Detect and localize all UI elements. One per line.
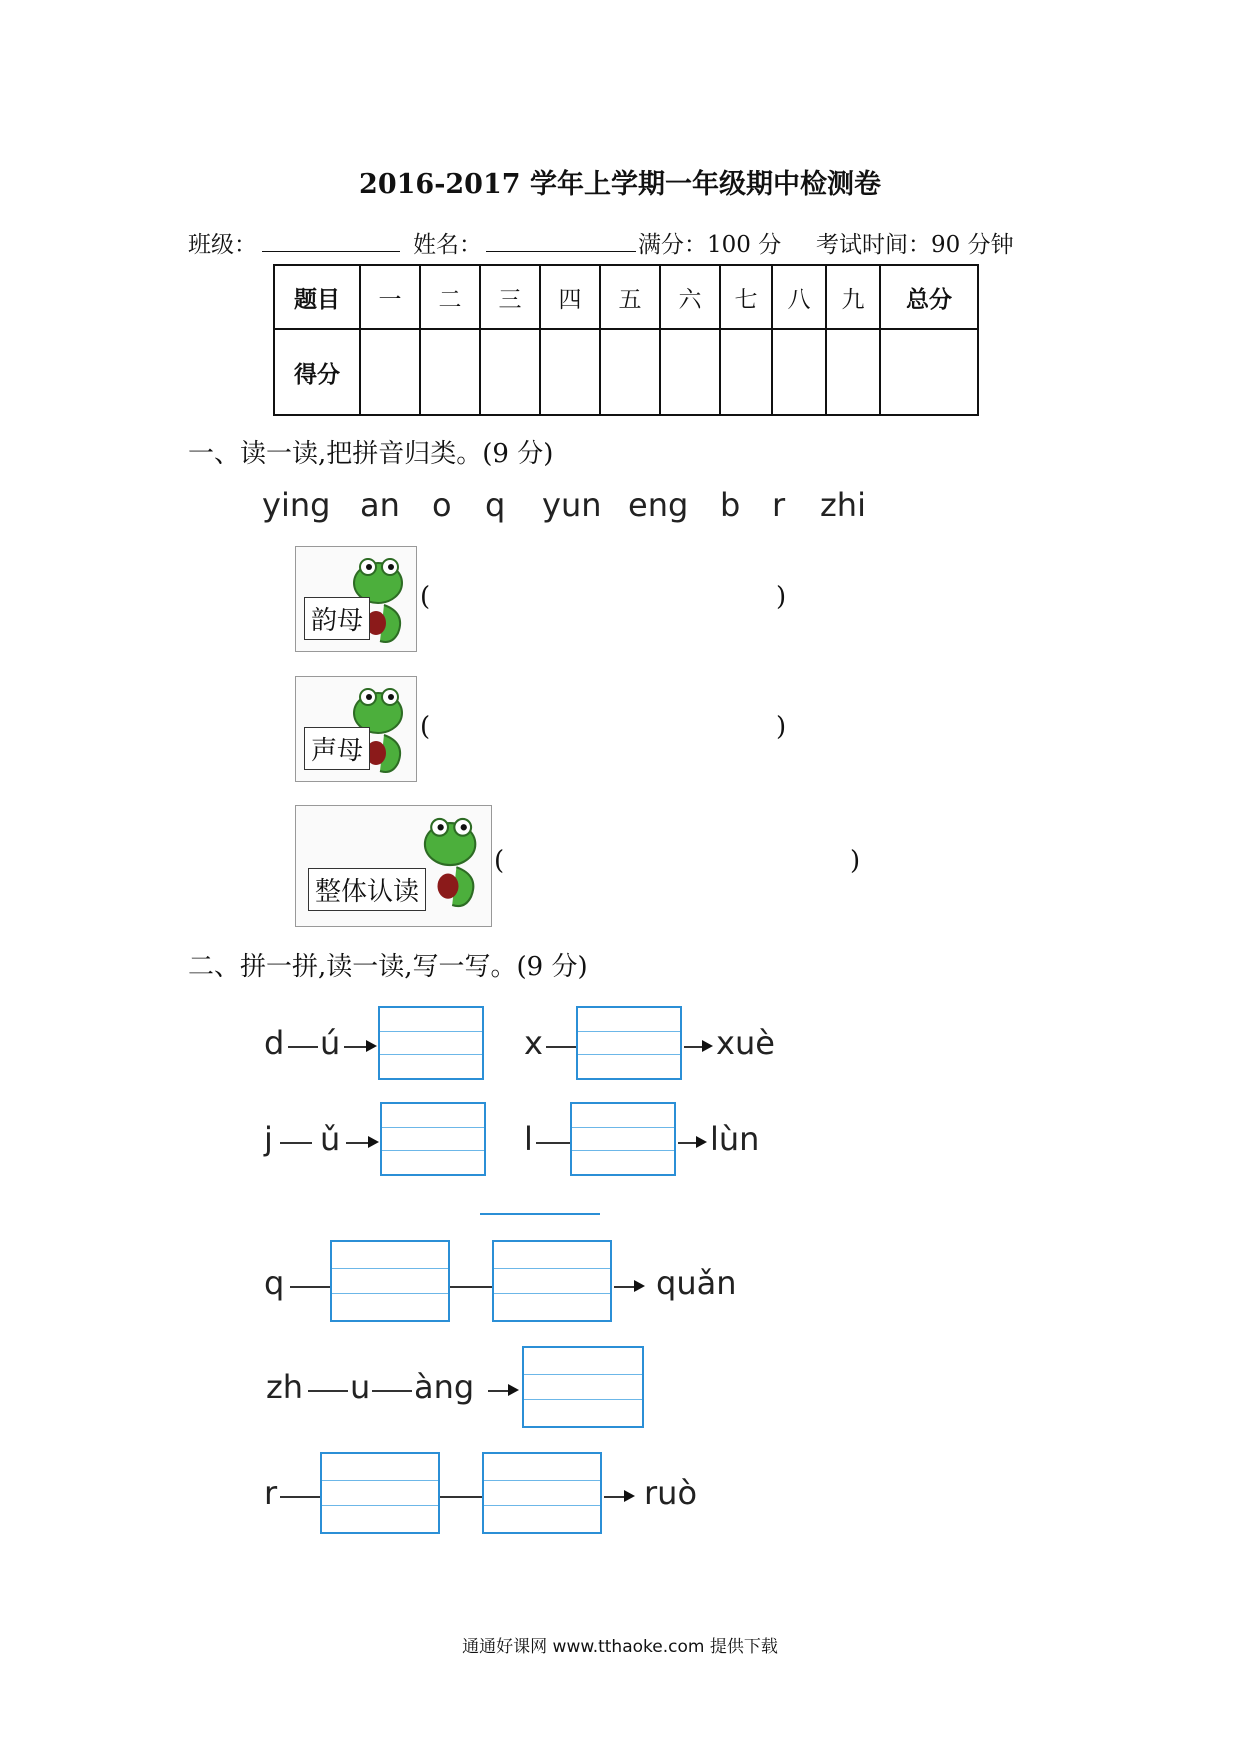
arrow-icon	[696, 1136, 707, 1148]
column-header: 七	[720, 265, 772, 329]
header-label: 题目	[274, 265, 360, 329]
answer-field-yunmu[interactable]	[440, 578, 770, 618]
category-card	[295, 805, 492, 927]
connector-line	[372, 1390, 412, 1392]
writing-box[interactable]	[320, 1452, 440, 1534]
section1-title: 一、读一读,把拼音归类。(9 分)	[188, 439, 554, 469]
column-header: 一	[360, 265, 420, 329]
pinyin-item: yun	[542, 486, 602, 524]
pinyin-item: zhi	[820, 486, 866, 524]
arrow-icon	[634, 1280, 645, 1292]
answer-field-zhengti[interactable]	[514, 842, 844, 882]
arrow-icon	[368, 1136, 379, 1148]
score-cell[interactable]	[660, 329, 720, 415]
pinyin-part: q	[264, 1264, 285, 1302]
paren-open: (	[420, 582, 431, 612]
pinyin-item: q	[485, 486, 506, 524]
pinyin-result: lùn	[710, 1120, 760, 1158]
writing-box[interactable]	[482, 1452, 602, 1534]
writing-box[interactable]	[378, 1006, 484, 1080]
connector-line	[614, 1286, 636, 1288]
row-label: 得分	[274, 329, 360, 415]
pinyin-part: ú	[320, 1024, 341, 1062]
pinyin-item: eng	[628, 486, 689, 524]
connector-line	[684, 1046, 704, 1048]
pinyin-result: ruò	[644, 1474, 698, 1512]
connector-line	[604, 1496, 626, 1498]
writing-box[interactable]	[522, 1346, 644, 1428]
paren-open: (	[420, 712, 431, 742]
connector-line	[678, 1142, 698, 1144]
pinyin-item: b	[720, 486, 741, 524]
writing-box[interactable]	[380, 1102, 486, 1176]
pinyin-part: àng	[414, 1368, 475, 1406]
paren-close: )	[850, 846, 861, 876]
connector-line	[346, 1142, 370, 1144]
arrow-icon	[624, 1490, 635, 1502]
score-cell[interactable]	[880, 329, 978, 415]
category-label: 声母	[304, 727, 370, 770]
exam-time: 考试时间：90 分钟	[816, 232, 1014, 258]
connector-line	[440, 1496, 482, 1498]
name-field[interactable]	[486, 226, 636, 252]
section2-title: 二、拼一拼,读一读,写一写。(9 分)	[188, 952, 588, 982]
paren-open: (	[494, 846, 505, 876]
pinyin-part: r	[264, 1474, 278, 1512]
pinyin-part: x	[524, 1024, 543, 1062]
pinyin-part: zh	[266, 1368, 304, 1406]
score-cell[interactable]	[540, 329, 600, 415]
connector-line	[344, 1046, 368, 1048]
connector-line	[546, 1046, 576, 1048]
arrow-icon	[702, 1040, 713, 1052]
paren-close: )	[776, 712, 787, 742]
column-header: 二	[420, 265, 480, 329]
score-cell[interactable]	[720, 329, 772, 415]
connector-line	[288, 1046, 318, 1048]
pinyin-result: xuè	[716, 1024, 775, 1062]
column-header: 六	[660, 265, 720, 329]
category-label: 韵母	[304, 597, 370, 640]
column-header: 九	[826, 265, 880, 329]
pinyin-item: r	[772, 486, 786, 524]
footer-text: 通通好课网 www.tthaoke.com 提供下载	[462, 1637, 778, 1657]
column-header: 三	[480, 265, 540, 329]
category-label: 整体认读	[308, 868, 426, 911]
pinyin-part: u	[350, 1368, 371, 1406]
class-label: 班级：	[188, 232, 257, 258]
score-cell[interactable]	[480, 329, 540, 415]
column-header: 八	[772, 265, 826, 329]
writing-box[interactable]	[576, 1006, 682, 1080]
score-cell[interactable]	[600, 329, 660, 415]
arrow-icon	[508, 1384, 519, 1396]
total-label: 总分	[880, 265, 978, 329]
category-card	[295, 546, 417, 652]
pinyin-item: ying	[262, 486, 331, 524]
connector-line	[488, 1390, 510, 1392]
connector-line	[536, 1142, 570, 1144]
pinyin-item: o	[432, 486, 452, 524]
divider-line	[480, 1213, 600, 1215]
pinyin-part: d	[264, 1024, 285, 1062]
score-cell[interactable]	[420, 329, 480, 415]
full-score: 满分：100 分	[638, 232, 782, 258]
name-label: 姓名：	[413, 232, 482, 258]
writing-box[interactable]	[492, 1240, 612, 1322]
arrow-icon	[366, 1040, 377, 1052]
score-table	[273, 264, 979, 416]
pinyin-part: j	[264, 1120, 273, 1158]
answer-field-shengmu[interactable]	[440, 708, 770, 748]
paren-close: )	[776, 582, 787, 612]
pinyin-result: quǎn	[656, 1264, 737, 1302]
class-field[interactable]	[262, 226, 400, 252]
connector-line	[450, 1286, 492, 1288]
connector-line	[280, 1142, 312, 1144]
pinyin-part: l	[524, 1120, 533, 1158]
page-title: 2016-2017 学年上学期一年级期中检测卷	[359, 169, 881, 200]
writing-box[interactable]	[330, 1240, 450, 1322]
connector-line	[308, 1390, 348, 1392]
pinyin-item: an	[360, 486, 400, 524]
connector-line	[280, 1496, 320, 1498]
score-cell[interactable]	[826, 329, 880, 415]
score-cell[interactable]	[360, 329, 420, 415]
score-cell[interactable]	[772, 329, 826, 415]
connector-line	[290, 1286, 330, 1288]
column-header: 五	[600, 265, 660, 329]
column-header: 四	[540, 265, 600, 329]
writing-box[interactable]	[570, 1102, 676, 1176]
pinyin-part: ǔ	[320, 1120, 341, 1158]
category-card	[295, 676, 417, 782]
